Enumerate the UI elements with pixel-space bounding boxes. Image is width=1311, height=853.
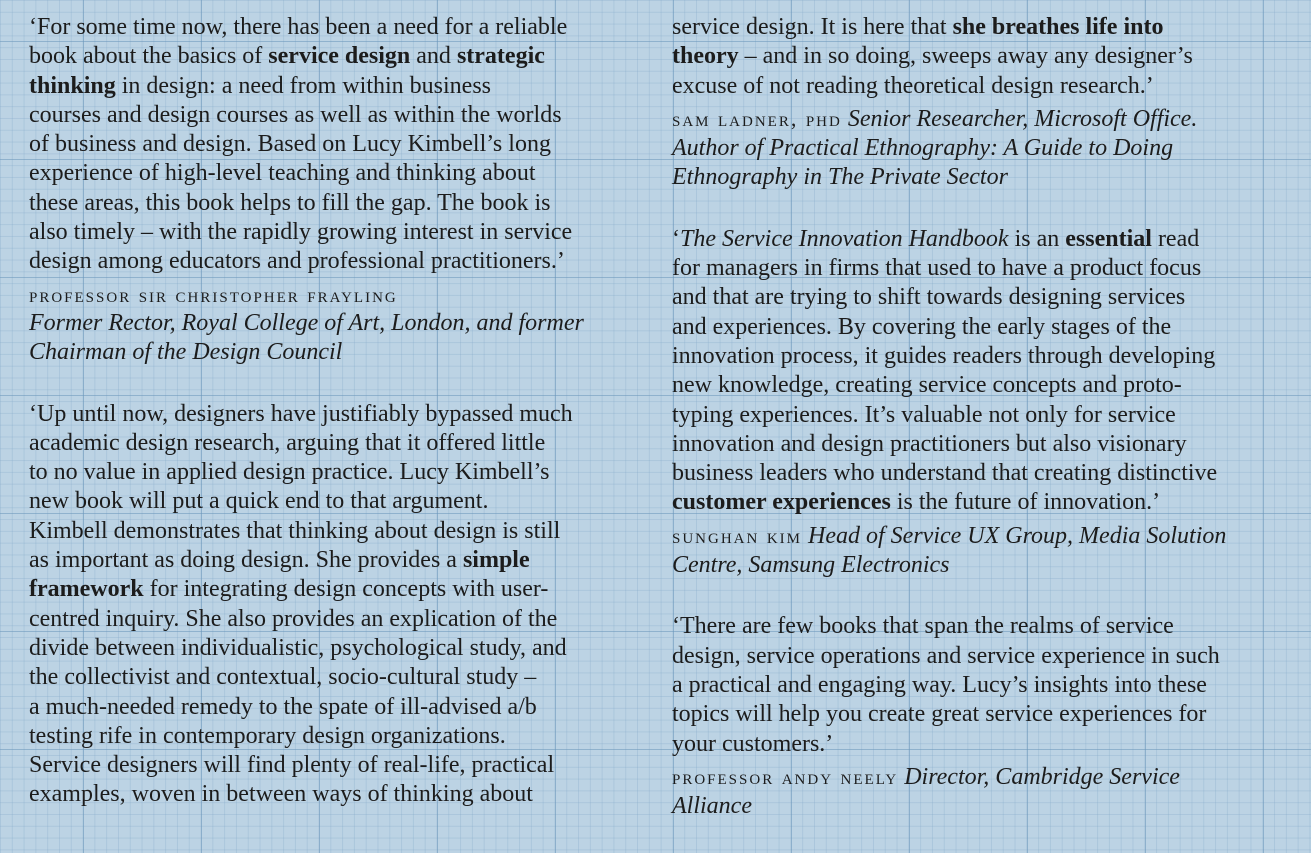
quote-text: service design. It is here that <box>672 14 953 40</box>
endorser-name: professor sir christopher frayling <box>29 281 398 307</box>
left-column <box>29 13 619 810</box>
quote-text: ‘Up until now, designers have justifiably bypassed much academic design research, arguing that it offered little to no value in applied design practice. Lucy Kimbell’s new book will put a quick end to that argument. Kimbell demonstrates that thinking about design is still as important as doing design. She provides a <box>29 400 573 574</box>
emphasis-text: simple framework <box>29 547 530 603</box>
book-title-text: The Service Innovation Handbook <box>680 225 1009 252</box>
endorsement-quote-neely <box>672 612 1272 758</box>
quote-text: ‘For some time now, there has been a need for a reliable book about the basics of <box>29 14 568 70</box>
endorser-role: Director, Cambridge Service Alliance <box>672 763 1180 820</box>
endorser-name: sunghan kim <box>672 522 803 548</box>
endorsement-quote-ladner <box>29 400 619 810</box>
endorsement-attribution-frayling <box>29 280 619 368</box>
endorsement-attribution-neely <box>672 762 1272 822</box>
endorsement-quote-frayling <box>29 13 619 277</box>
endorser-name: professor andy neely <box>672 763 899 789</box>
quote-text: in design: a need from within business courses and design courses as well as within the worlds of business and design. Based on Lucy Kimbell’s long experience of high-level teaching and thinking about these areas, this book helps to fill the gap. The book is also timely – with the rapidly growing interest in service design among educators and professional practitioners.’ <box>29 72 573 275</box>
quote-text: read for managers in firms that used to have a product focus and that are trying to shift towards designing services and experiences. By covering the early stages of the innovation process, it guides readers through developing new knowledge, creating service concepts and proto- typing experiences. It’s valuable not only for service innovation and design practitioners but also visionary business leaders who understand that creating distinctive <box>672 225 1218 487</box>
endorsement-quote-kim <box>672 225 1272 518</box>
quote-text: ‘There are few books that span the realms of service design, service operations and service experience in such a practical and engaging way. Lucy’s insights into these topics will help you create great service experiences for your customers.’ <box>672 613 1220 757</box>
endorsement-quote-ladner-continued <box>672 13 1272 101</box>
quote-text: is an <box>1008 225 1066 252</box>
endorser-role: Head of Service UX Group, Media Solution Centre, Samsung Electronics <box>672 522 1227 579</box>
quote-text: is the future of innovation.’ <box>890 489 1161 516</box>
emphasis-text: strategic thinking <box>29 43 545 99</box>
right-column <box>672 13 1272 821</box>
emphasis-text: customer experiences <box>672 489 891 516</box>
quote-text: ‘ <box>672 225 680 252</box>
endorser-role: Former Rector, Royal College of Art, London, and former Chairman of the Design Council <box>29 309 584 366</box>
endorsement-attribution-kim <box>672 521 1272 581</box>
endorser-name: sam ladner, phd <box>672 105 842 131</box>
emphasis-text: she breathes life into theory <box>672 14 1164 70</box>
endorser-role: Senior Researcher, Microsoft Office. Author of Practical Ethnography: A Guide to Doing Ethnography in The Private Sector <box>672 105 1198 191</box>
emphasis-text: service design <box>268 43 411 70</box>
quote-text: – and in so doing, sweeps away any designer’s excuse of not reading theoretical design research.’ <box>672 43 1193 99</box>
quote-text: and <box>410 43 457 70</box>
quote-text: for integrating design concepts with user- centred inquiry. She also provides an explication of the divide between individualistic, psychological study, and the collectivist and contextual, socio-cultural study – a much-needed remedy to the spate of ill-advised a/b testing rife in contemporary design organizations. Service designers will find plenty of real-life, practical examples, woven in between ways of thinking about <box>29 576 567 808</box>
endorsement-attribution-ladner <box>672 104 1272 193</box>
emphasis-text: essential <box>1065 225 1152 252</box>
